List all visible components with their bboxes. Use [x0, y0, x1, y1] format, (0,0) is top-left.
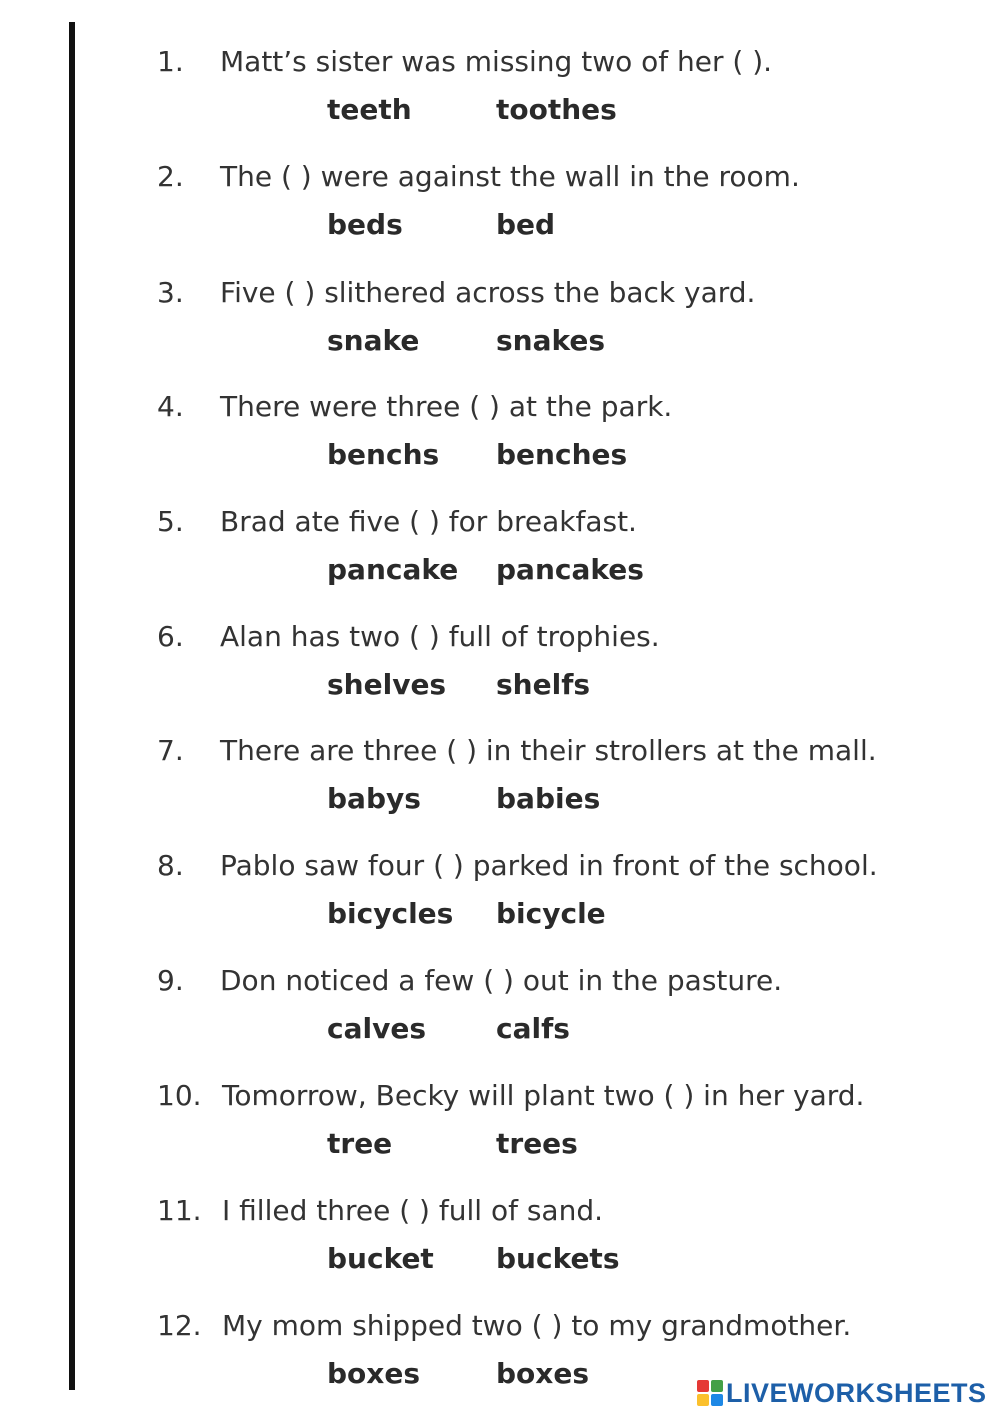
choice-option-a[interactable]: beds	[327, 208, 403, 241]
choice-option-b[interactable]: calfs	[496, 1012, 570, 1045]
choice-option-b[interactable]: bicycle	[496, 897, 606, 930]
question-9	[0, 964, 1000, 1064]
question-5	[0, 505, 1000, 605]
question-number: 10.	[157, 1079, 202, 1112]
choice-option-a[interactable]: benchs	[327, 438, 440, 471]
question-text: Matt’s sister was missing two of her ( ).	[220, 45, 773, 78]
question-text: The ( ) were against the wall in the room.	[220, 160, 800, 193]
liveworksheets-watermark	[697, 1376, 987, 1410]
question-text: There are three ( ) in their strollers at the mall.	[220, 734, 877, 767]
question-number: 8.	[157, 849, 184, 882]
choice-option-a[interactable]: shelves	[327, 668, 447, 701]
question-text: Tomorrow, Becky will plant two ( ) in her yard.	[222, 1079, 865, 1112]
question-text: Pablo saw four ( ) parked in front of the school.	[220, 849, 878, 882]
question-text: I filled three ( ) full of sand.	[222, 1194, 603, 1227]
question-8	[0, 849, 1000, 949]
question-3	[0, 276, 1000, 376]
choice-option-a[interactable]: snake	[327, 324, 420, 357]
question-1	[0, 45, 1000, 145]
choice-option-b[interactable]: buckets	[496, 1242, 620, 1275]
watermark-text: LIVEWORKSHEETS	[726, 1377, 987, 1408]
choice-option-a[interactable]: bucket	[327, 1242, 434, 1275]
liveworksheets-logo-icon	[697, 1380, 723, 1406]
question-number: 4.	[157, 390, 184, 423]
question-text: Alan has two ( ) full of trophies.	[220, 620, 660, 653]
choice-option-a[interactable]: calves	[327, 1012, 426, 1045]
choice-option-b[interactable]: trees	[496, 1127, 578, 1160]
question-text: My mom shipped two ( ) to my grandmother.	[222, 1309, 852, 1342]
choice-option-a[interactable]: teeth	[327, 93, 412, 126]
choice-option-a[interactable]: bicycles	[327, 897, 454, 930]
question-text: Don noticed a few ( ) out in the pasture.	[220, 964, 783, 997]
choice-option-a[interactable]: babys	[327, 782, 421, 815]
question-number: 1.	[157, 45, 184, 78]
choice-option-b[interactable]: snakes	[496, 324, 606, 357]
choice-option-b[interactable]: boxes	[496, 1357, 589, 1390]
question-number: 6.	[157, 620, 184, 653]
question-text: Five ( ) slithered across the back yard.	[220, 276, 756, 309]
choice-option-a[interactable]: boxes	[327, 1357, 420, 1390]
choice-option-b[interactable]: bed	[496, 208, 556, 241]
question-4	[0, 390, 1000, 490]
question-number: 2.	[157, 160, 184, 193]
question-2	[0, 160, 1000, 260]
question-number: 9.	[157, 964, 184, 997]
question-number: 7.	[157, 734, 184, 767]
choice-option-a[interactable]: pancake	[327, 553, 459, 586]
question-7	[0, 734, 1000, 834]
question-number: 12.	[157, 1309, 202, 1342]
question-text: Brad ate five ( ) for breakfast.	[220, 505, 637, 538]
choice-option-b[interactable]: benches	[496, 438, 628, 471]
choice-option-b[interactable]: pancakes	[496, 553, 644, 586]
choice-option-b[interactable]: toothes	[496, 93, 617, 126]
question-number: 3.	[157, 276, 184, 309]
choice-option-a[interactable]: tree	[327, 1127, 393, 1160]
question-number: 11.	[157, 1194, 202, 1227]
question-text: There were three ( ) at the park.	[220, 390, 673, 423]
question-6	[0, 620, 1000, 720]
choice-option-b[interactable]: babies	[496, 782, 601, 815]
choice-option-b[interactable]: shelfs	[496, 668, 591, 701]
question-10	[0, 1079, 1000, 1179]
question-11	[0, 1194, 1000, 1294]
question-number: 5.	[157, 505, 184, 538]
